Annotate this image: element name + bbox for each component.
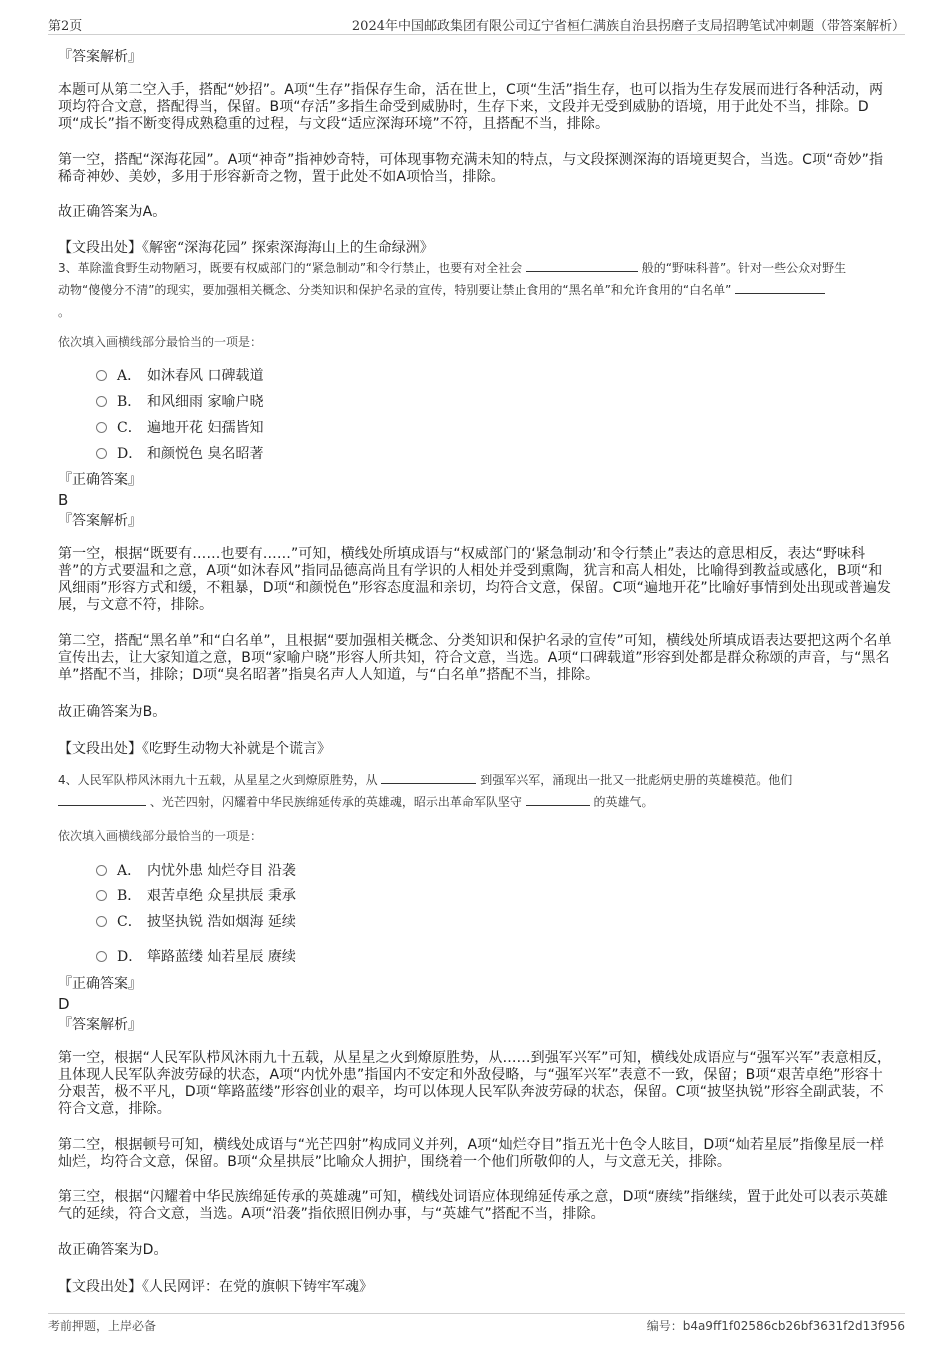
q3-stem [58,257,898,323]
q2-analysis-para-1: 本题可从第二空入手，搭配“妙招”。A项“生存”指保存生命，活在世上，C项“生活”指生存，也可以指为生存发展而进行各种活动，两项均符合文意，搭配得当，保留。B项“存活”多指生命受到威胁时，生存下来，文段并无受到威胁的语境，用于此处不当，排除。D项“成长”指不断变得成熟稳重的过程，与文段“适应深海环境”不符，且搭配不当，排除。 [58,82,884,132]
q4-answer-summary: 故正确答案为D。 [58,1242,168,1258]
radio-icon[interactable] [96,370,107,381]
q3-blank-2 [735,281,825,294]
radio-icon[interactable] [96,865,107,876]
q4-option-c[interactable]: C． 披坚执锐 浩如烟海 延续 [96,912,296,932]
q4-analysis-label: 『答案解析』 [58,1017,142,1033]
q3-correct-answer: B [58,491,69,509]
q3-option-d[interactable]: D． 和颜悦色 臭名昭著 [96,444,263,464]
footer-slogan: 考前押题，上岸必备 [48,1319,157,1333]
q4-prompt: 依次填入画横线部分最恰当的一项是： [58,829,263,843]
q4-correct-answer: D [58,995,70,1013]
q4-analysis-para-2: 第二空，根据顿号可知，横线处成语与“光芒四射”构成同义并列，A项“灿烂夺目”指五光十色令人眩目，D项“灿若星辰”指像星辰一样灿烂，均符合文意，保留。B项“众星拱辰”比喻众人拥护，围绕着一个他们所敬仰的人，与文意无关，排除。 [58,1137,885,1170]
q2-analysis-para-2: 第一空，搭配“深海花园”。A项“神奇”指神妙奇特，可体现事物充满未知的特点，与文段探测深海的语境更契合，当选。C项“奇妙”指稀奇神妙、美妙，多用于形容新奇之物，置于此处不如A项恰当，排除。 [58,152,884,185]
q2-source: 【文段出处】《解密“深海花园” 探索深海海山上的生命绿洲》 [58,240,434,256]
page-number: 第2页 [48,19,83,34]
q4-option-b[interactable]: B． 艰苦卓绝 众星拱辰 秉承 [96,886,296,906]
q3-prompt: 依次填入画横线部分最恰当的一项是： [58,335,263,349]
q3-blank-1 [526,259,638,272]
q3-analysis-para-2: 第二空，搭配“黑名单”和“白名单”，且根据“要加强相关概念、分类知识和保护名录的宣传”可知，横线处所填成语表达要把这两个名单宣传出去，让大家知道之意，B项“家喻户晓”形容人所共知，符合文意，当选。A项“口碑载道”形容到处都是群众称颂的声音，与“黑名单”搭配不当，排除；D项“臭名昭著”指臭名声人人知道，与“白名单”搭配不当，排除。 [58,633,892,683]
q4-correct-label: 『正确答案』 [58,976,142,992]
q4-source: 【文段出处】《人民网评：在党的旗帜下铸牢军魂》 [58,1279,373,1295]
document-title: 2024年中国邮政集团有限公司辽宁省桓仁满族自治县拐磨子支局招聘笔试冲刺题（带答案解析） [351,19,905,34]
q3-stem-part-1: 3、革除滥食野生动物陋习，既要有权威部门的“紧急制动”和令行禁止，也要有对全社会 [58,261,523,275]
q4-blank-1 [381,771,476,784]
q4-analysis-para-3: 第三空，根据“闪耀着中华民族绵延传承的英雄魂”可知，横线处词语应体现绵延传承之意，D项“赓续”指继续，置于此处可以表示英雄气的延续，符合文意，当选。A项“沿袭”指依照旧例办事，与“英雄气”搭配不当，排除。 [58,1189,888,1222]
radio-icon[interactable] [96,916,107,927]
q4-blank-2 [58,793,146,806]
q4-option-a[interactable]: A． 内忧外患 灿烂夺目 沿袭 [96,861,296,881]
q4-stem-part-1: 4、人民军队栉风沐雨九十五载，从星星之火到燎原胜势，从 [58,773,378,787]
q4-stem-part-3: 、光芒四射，闪耀着中华民族绵延传承的英雄魂，昭示出革命军队坚守 [149,795,522,809]
q3-answer-summary: 故正确答案为B。 [58,704,167,720]
footer-serial: 编号：b4a9ff1f02586cb26bf3631f2d13f956 [646,1319,905,1333]
q3-option-c[interactable]: C． 遍地开花 妇孺皆知 [96,418,263,438]
radio-icon[interactable] [96,951,107,962]
q3-stem-part-4: 。 [58,305,71,319]
q2-answer-summary: 故正确答案为A。 [58,204,167,220]
q2-analysis-label: 『答案解析』 [58,49,142,65]
q3-analysis-label: 『答案解析』 [58,513,142,529]
radio-icon[interactable] [96,396,107,407]
q3-option-b[interactable]: B． 和风细雨 家喻户晓 [96,392,263,412]
q4-option-d[interactable]: D． 筚路蓝缕 灿若星辰 赓续 [96,947,296,967]
q3-analysis-para-1: 第一空，根据“既要有……也要有……”可知，横线处所填成语与“权威部门的‘紧急制动’和令行禁止”表达的意思相反，表达“野味科普”的方式要温和之意，A项“如沐春风”指同品德高尚且有学识的人相处并受到熏陶，犹言和高人相处，比喻得到教益或感化，B项“和风细雨”形容方式和缓，不粗暴，D项“和颜悦色”形容态度温和亲切，均符合文意，保留。C项“遍地开花”比喻好事情到处出现或普遍发展，与文意不符，排除。 [58,546,892,613]
q3-option-a[interactable]: A． 如沐春风 口碑载道 [96,366,263,386]
page-footer [48,1313,905,1333]
q4-analysis-para-1: 第一空，根据“人民军队栉风沐雨九十五载，从星星之火到燎原胜势，从……到强军兴军”可知，横线处成语应与“强军兴军”表意相反，且体现人民军队奔波劳碌的状态，A项“内忧外患”指国内不安定和外敌侵略，与“强军兴军”表意不一致，保留；B项“艰苦卓绝”形容十分艰苦，极不平凡，D项“筚路蓝缕”形容创业的艰辛，均可以体现人民军队奔波劳碌的状态，保留。C项“披坚执锐”形容全副武装，不符合文意，排除。 [58,1050,892,1117]
q4-blank-3 [526,793,590,806]
q4-stem-part-4: 的英雄气。 [593,795,654,809]
q4-stem-part-2: 到强军兴军，涌现出一批又一批彪炳史册的英雄模范。他们 [480,773,793,787]
radio-icon[interactable] [96,422,107,433]
q3-stem-part-2: 般的“野味科普”。针对一些公众对野生 [641,261,847,275]
page-header [48,14,905,35]
q3-stem-part-3: 动物“傻傻分不清”的现实，要加强相关概念、分类知识和保护名录的宣传，特别要让禁止食用的“黑名单”和允许食用的“白名单” [58,283,732,297]
q4-stem [58,769,898,813]
q3-source: 【文段出处】《吃野生动物大补就是个谎言》 [58,741,331,757]
radio-icon[interactable] [96,448,107,459]
q3-correct-label: 『正确答案』 [58,472,142,488]
radio-icon[interactable] [96,890,107,901]
